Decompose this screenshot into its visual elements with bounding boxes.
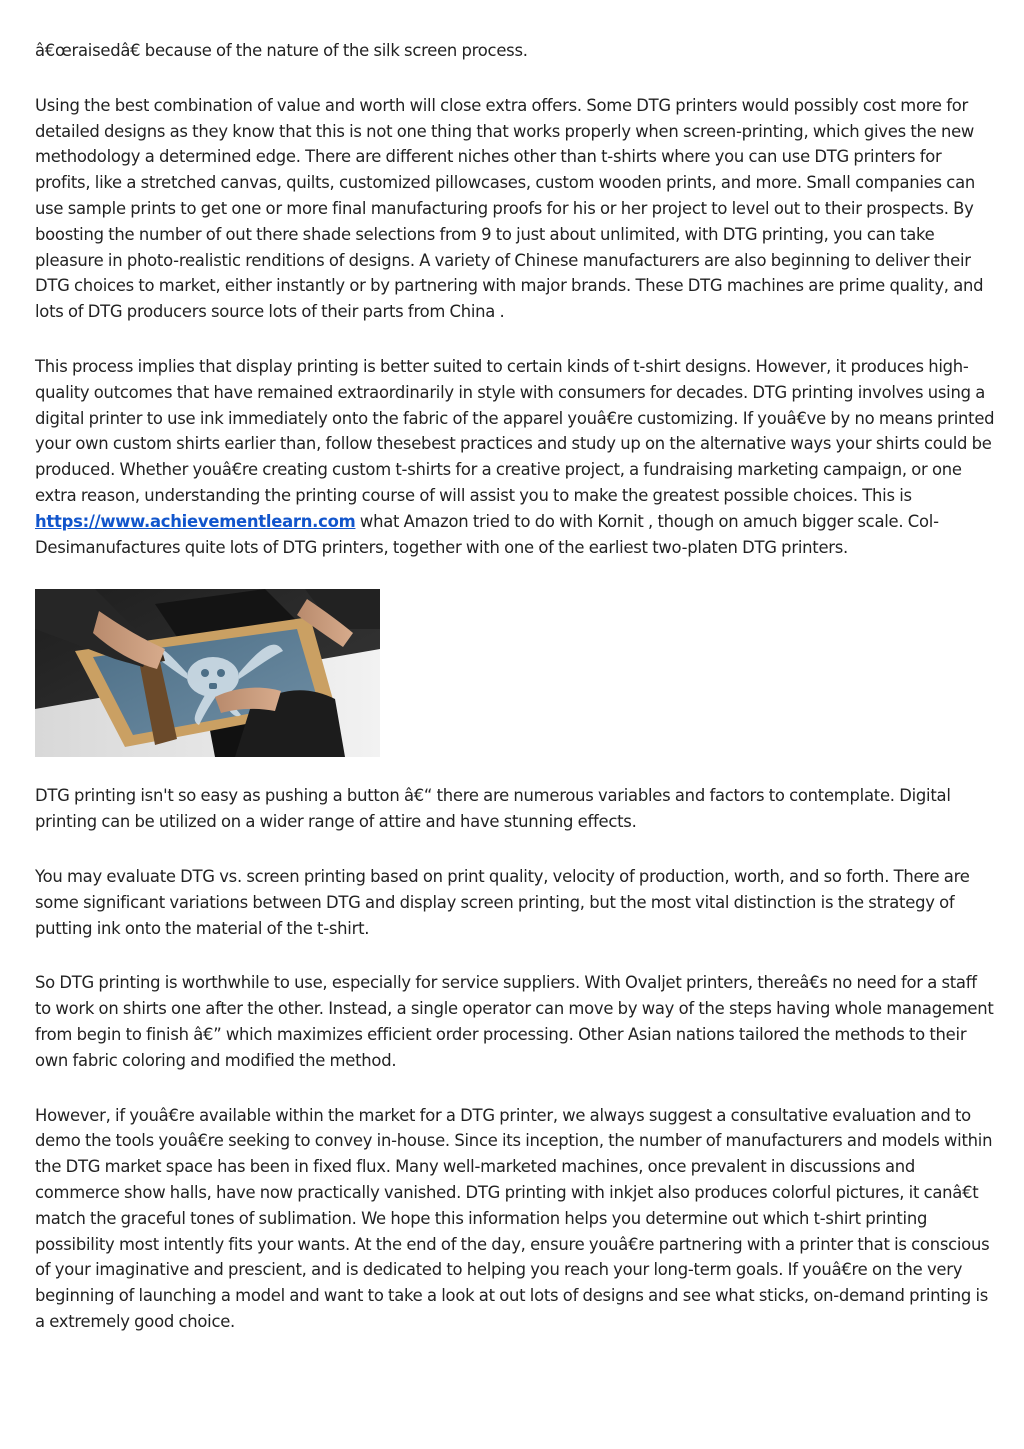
screen-printing-photo xyxy=(35,589,380,757)
paragraph-intro-fragment: â€œraisedâ€ because of the nature of the silk screen process. xyxy=(35,41,528,60)
paragraph-value-worth: Using the best combination of value and worth will close extra offers. Some DTG printers would possibly cost more for detailed designs as they know that this is not one thing that works properly when screen-printing, which gives the new methodology a determined edge. There are different niches other than t-shirts where you can use DTG printers for profits, like a stretched canvas, quilts, customized pillowcases, custom wooden prints, and more. Small companies can use sample prints to get one or more final manufacturing proofs for his or her project to level out to their prospects. By boosting the number of out there shade selections from 9 to just about unlimited, with DTG printing, you can take pleasure in photo-realistic renditions of designs. A variety of Chinese manufacturers are also beginning to deliver their DTG choices to market, either instantly or by partnering with major brands. These DTG machines are prime quality, and lots of DTG producers source lots of their parts from China . xyxy=(35,95,984,322)
paragraph-process-text-after: what Amazon tried to do with Kornit , though on amuch bigger scale. Col-Desimanufactures quite lots of DTG printers, together with one of the earliest two-platen DTG printers. xyxy=(35,511,939,557)
paragraph-dtg-not-easy: DTG printing isn't so easy as pushing a button â€“ there are numerous variables and factors to contemplate. Digital printing can be utilized on a wider range of attire and have stunning effects. xyxy=(35,786,951,832)
achievementlearn-link[interactable]: https://www.achievementlearn.com xyxy=(35,511,356,531)
paragraph-process xyxy=(35,354,995,560)
paragraph-process-text-before: This process implies that display printing is better suited to certain kinds of t-shirt designs. However, it produces high-quality outcomes that have remained extraordinarily in style with consumers for decades. DTG printing involves using a digital printer to use ink immediately onto the fabric of the apparel youâ€re customizing. If youâ€ve by no means printed your own custom shirts earlier than, follow thesebest practices and study up on the alternative ways your shirts could be produced. Whether youâ€re creating custom t-shirts for a creative project, a fundraising marketing campaign, or one extra reason, understanding the printing course of will assist you to make the greatest possible choices. This is xyxy=(35,356,995,505)
article-body xyxy=(35,38,995,1364)
paragraph-evaluate-dtg: You may evaluate DTG vs. screen printing based on print quality, velocity of production, worth, and so forth. There are some significant variations between DTG and display screen printing, but the most vital distinction is the strategy of putting ink onto the material of the t-shirt. xyxy=(35,866,970,938)
paragraph-consultative: However, if youâ€re available within the market for a DTG printer, we always suggest a consultative evaluation and to demo the tools youâ€re seeking to convey in-house. Since its inception, the number of manufacturers and models within the DTG market space has been in fixed flux. Many well-marketed machines, once prevalent in discussions and commerce show halls, have now practically vanished. DTG printing with inkjet also produces colorful pictures, it canâ€t match the graceful tones of sublimation. We hope this information helps you determine out which t-shirt printing possibility most intently fits your wants. At the end of the day, ensure youâ€re partnering with a printer that is conscious of your imaginative and prescient, and is dedicated to helping you reach your long-term goals. If youâ€re on the very beginning of launching a model and want to take a look at out lots of designs and see what sticks, on-demand printing is a extremely good choice. xyxy=(35,1105,993,1331)
paragraph-ovaljet: So DTG printing is worthwhile to use, especially for service suppliers. With Ovaljet printers, thereâ€s no need for a staff to work on shirts one after the other. Instead, a single operator can move by way of the steps having whole management from begin to finish â€” which maximizes efficient order processing. Other Asian nations tailored the methods to their own fabric coloring and modified the method. xyxy=(35,973,994,1070)
